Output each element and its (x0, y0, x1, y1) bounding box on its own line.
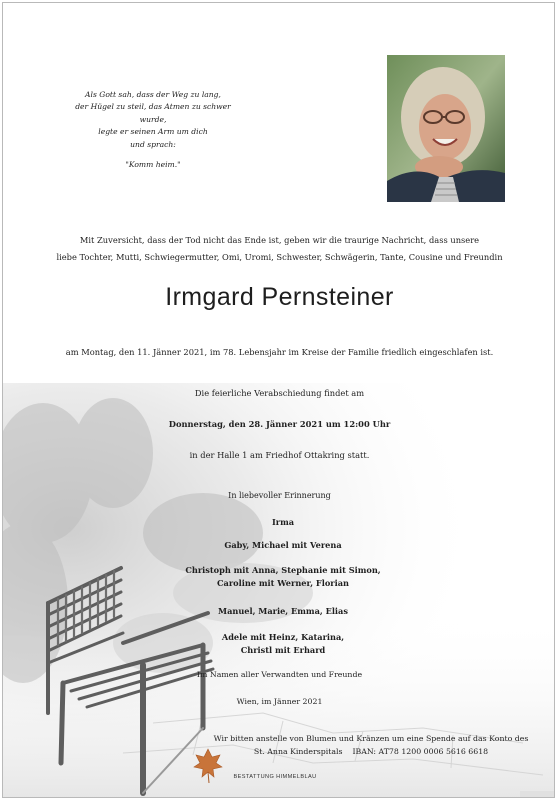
mourner-line: Manuel, Marie, Emma, Elias (218, 606, 348, 616)
relatives-line: Im Namen aller Verwandten und Freunde (196, 670, 363, 679)
mourners-heading: In liebevoller Erinnerung (228, 491, 331, 500)
place-date: Wien, im Jänner 2021 (236, 697, 323, 706)
intro-line: Mit Zuversicht, dass der Tod nicht das Ende ist, geben wir die traurige Nachricht, dass unsere (79, 235, 480, 245)
intro-line: liebe Tochter, Mutti, Schwiegermutter, Omi, Uromi, Schwester, Schwägerin, Tante, Cousine und Freundin (56, 252, 503, 262)
corner-mark (520, 791, 554, 797)
announcement-intro (43, 232, 516, 266)
farewell-intro: Die feierliche Verabschiedung findet am (194, 388, 365, 398)
deceased-name: Irmgard Pernsteiner (165, 283, 394, 311)
undertaker-name: BESTATTUNG HIMMELBLAU (233, 774, 317, 780)
farewell-date: Donnerstag, den 28. Jänner 2021 um 12:00 Uhr (168, 419, 391, 429)
mourner-line: Gaby, Michael mit Verena (224, 540, 342, 550)
mourner-line: Christl mit Erhard (240, 645, 326, 655)
mourner-line: Irma (271, 517, 295, 527)
death-notice: am Montag, den 11. Jänner 2021, im 78. Lebensjahr im Kreise der Familie friedlich eingeschlafen ist. (65, 347, 494, 357)
poem-line: Als Gott sah, dass der Weg zu lang, (85, 90, 221, 99)
poem-line: und sprach: (130, 139, 176, 149)
poem-quote: "Komm heim." (125, 160, 181, 170)
donation-line: Wir bitten anstelle von Blumen und Kränzen um eine Spende auf das Konto des (213, 734, 529, 743)
poem-line: der Hügel zu steil, das Atmen zu schwer wurde, (75, 102, 231, 124)
mourner-line: Adele mit Heinz, Katarina, (221, 632, 345, 642)
mourner-line: Christoph mit Anna, Stephanie mit Simon, (185, 565, 381, 575)
obituary-card (2, 2, 555, 798)
donation-line: St. Anna Kinderspitals IBAN: AT78 1200 0006 5616 6618 (253, 746, 489, 756)
mourner-line: Caroline mit Werner, Florian (217, 578, 349, 588)
donation-request (203, 733, 539, 758)
poem (63, 89, 243, 171)
farewell-location: in der Halle 1 am Friedhof Ottakring statt. (189, 450, 370, 460)
poem-line: legte er seinen Arm um dich (98, 127, 208, 137)
portrait-photo (387, 55, 505, 202)
